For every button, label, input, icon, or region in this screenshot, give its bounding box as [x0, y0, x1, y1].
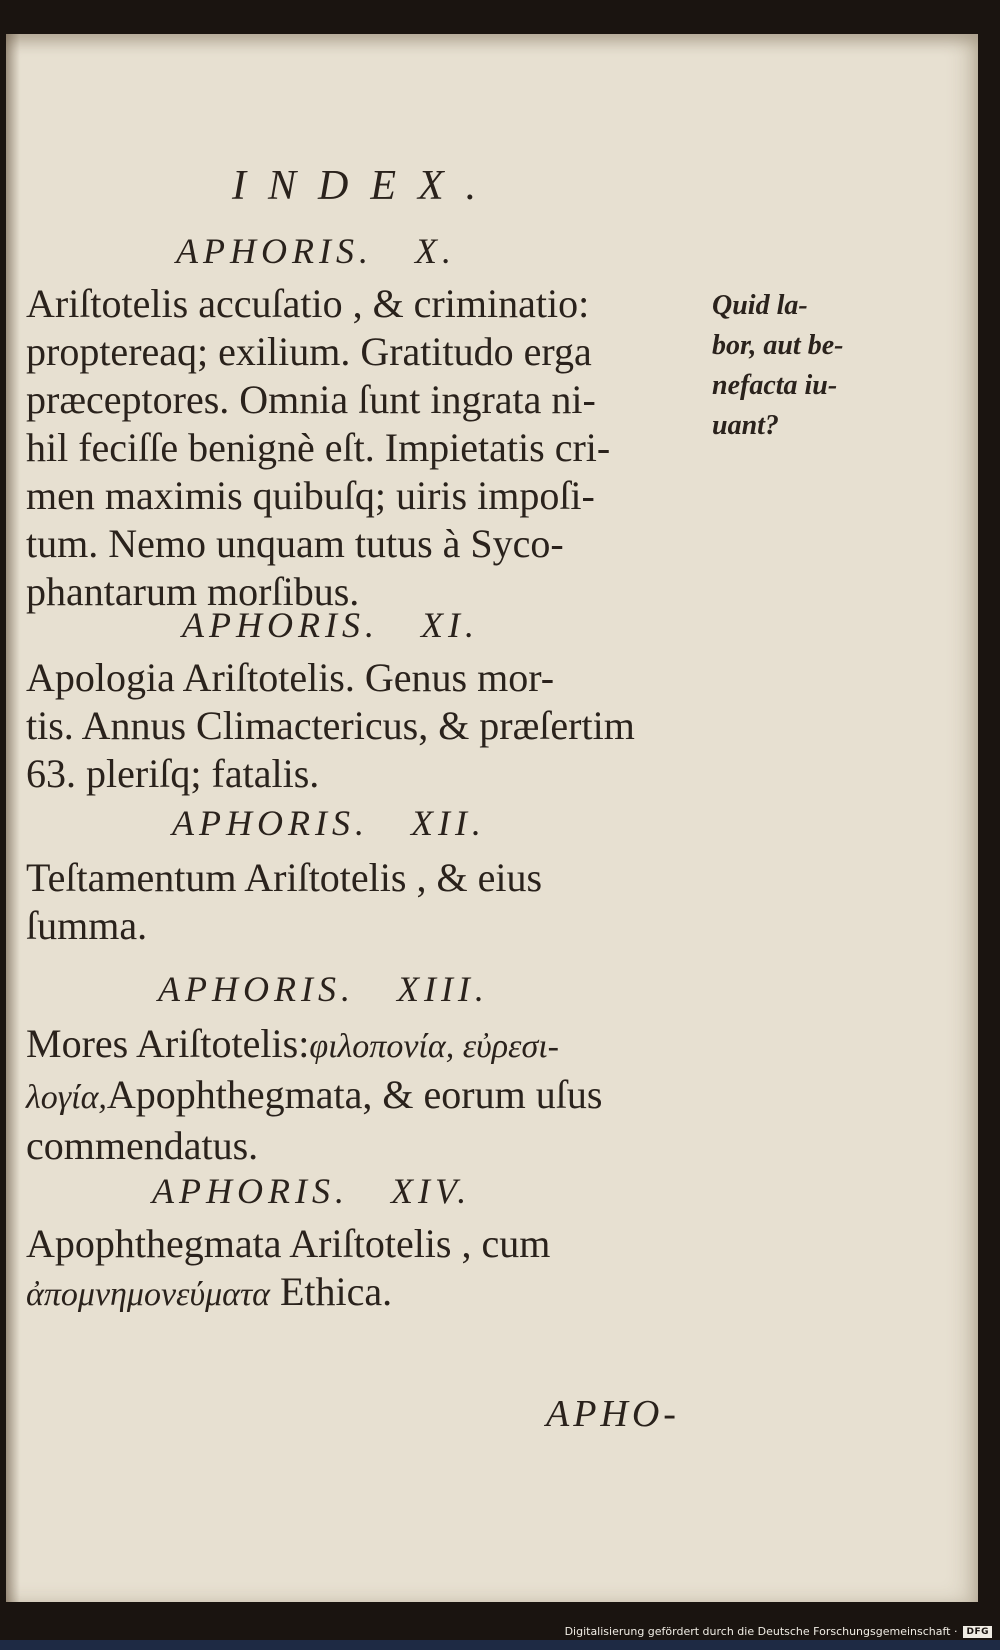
- aphorism-number: XIV.: [390, 1171, 472, 1211]
- aphorism-heading-xiv: [152, 1170, 471, 1212]
- text-line: ſumma.: [26, 903, 148, 948]
- text-line: phantarum morſibus.: [26, 569, 360, 614]
- text-line: hil feciſſe benignè eſt. Impietatis cri-: [26, 425, 611, 470]
- credit-text: Digitalisierung gefördert durch die Deutsche Forschungsgemeinschaft ·: [564, 1625, 958, 1638]
- text-line: tum. Nemo unquam tutus à Syco-: [26, 521, 564, 566]
- text-line: [26, 1020, 706, 1071]
- text-line: Apologia Ariſtotelis. Genus mor-: [26, 655, 555, 700]
- catchword: APHO-: [546, 1393, 680, 1435]
- aphorism-label: APHORIS.: [158, 969, 355, 1009]
- aphorism-number: XIII.: [396, 969, 489, 1009]
- aphorism-label: APHORIS.: [176, 231, 373, 271]
- greek-text: ἀπομνημονεύματα: [26, 1276, 270, 1313]
- aphorism-heading-xiii: [158, 968, 489, 1010]
- text-line: [26, 1122, 706, 1170]
- text-line: Teſtamentum Ariſtotelis , & eius: [26, 855, 543, 900]
- text-line: proptereaq; exilium. Gratitudo erga: [26, 329, 592, 374]
- aphorism-label: APHORIS.: [152, 1171, 349, 1211]
- marginal-note: [712, 286, 872, 446]
- text-line: [26, 1220, 706, 1268]
- aphorism-text-xi: [26, 654, 706, 798]
- latin-text: Apophthegmata, & eorum uſus: [106, 1072, 603, 1117]
- digitization-credit: [565, 1625, 992, 1638]
- latin-text: Mores Ariſtotelis:: [26, 1021, 310, 1066]
- text-line: 63. pleriſq; fatalis.: [26, 751, 320, 796]
- aphorism-heading-x: [176, 230, 456, 272]
- text-line: Ariſtotelis accuſatio , & criminatio:: [26, 281, 590, 326]
- running-head: INDEX.: [232, 163, 499, 209]
- text-line: [26, 1268, 706, 1319]
- latin-text: Ethica.: [280, 1269, 393, 1314]
- greek-text: φιλοπονία, εὐρεσι-: [309, 1028, 559, 1065]
- text-line: tis. Annus Climactericus, & præſertim: [26, 703, 635, 748]
- aphorism-text-xii: [26, 854, 706, 950]
- aphorism-heading-xii: [172, 802, 486, 844]
- latin-text: Apophthegmata Ariſtotelis , cum: [26, 1221, 551, 1266]
- marginal-line: Quid la-: [712, 290, 808, 321]
- book-page: [6, 34, 978, 1602]
- greek-text: λογία,: [26, 1079, 107, 1116]
- marginal-line: nefacta iu-: [712, 370, 838, 401]
- binding-shadow: [6, 34, 20, 1602]
- scan-edge: [0, 1640, 1000, 1650]
- marginal-line: bor, aut be-: [712, 330, 844, 361]
- latin-text: commendatus.: [26, 1123, 259, 1168]
- aphorism-label: APHORIS.: [182, 605, 379, 645]
- aphorism-label: APHORIS.: [172, 803, 369, 843]
- text-line: men maximis quibuſq; uiris impoſi-: [26, 473, 595, 518]
- aphorism-number: XI.: [420, 605, 479, 645]
- aphorism-text-x: [26, 280, 706, 616]
- text-line: præceptores. Omnia ſunt ingrata ni-: [26, 377, 596, 422]
- text-line: [26, 1071, 706, 1122]
- marginal-line: uant?: [712, 410, 779, 441]
- aphorism-number: X.: [414, 231, 456, 271]
- aphorism-heading-xi: [182, 604, 479, 646]
- aphorism-number: XII.: [410, 803, 486, 843]
- aphorism-text-xiii: [26, 1020, 706, 1170]
- dfg-logo: DFG: [963, 1626, 992, 1638]
- aphorism-text-xiv: [26, 1220, 706, 1319]
